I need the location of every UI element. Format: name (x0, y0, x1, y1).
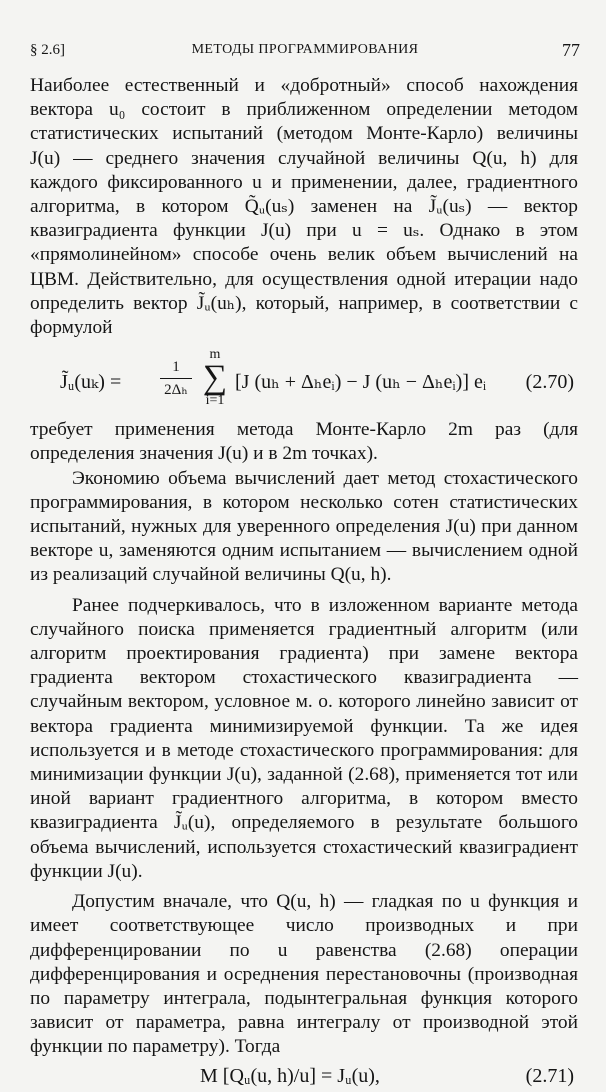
page-number: 77 (562, 40, 580, 60)
equation-2-71 (30, 1064, 578, 1092)
fraction-denominator: 2Δₕ (164, 382, 188, 399)
paragraph-3: Экономию объема вычислений дает метод стохастического программирования, в котором несколько сотен статистических испытаний, нужных для уверенного определения J(u) при данном векторе u, заменяются одним испытанием — вычислением одной из реализаций случайной величины Q(u, h). (30, 467, 578, 586)
paragraph-4: Ранее подчеркивалось, что в изложенном варианте метода случайного поиска применяется градиентный алгоритм (или алгоритм проектирования градиента) при замене вектора градиента вектором стохастического квазиградиента — случайным вектором, условное м. о. которого линейно зависит от вектора градиента минимизируемой функции. Та же идея используется и в методе стохастического программирования: для минимизации функции J(u), заданной (2.68), применяется тот или иной вариант градиентного алгоритма, в котором вместо квазиградиента J̃ᵤ(u), определяемого в результате большого объема вычислений, используется стохастический квазиградиент функции J(u). (30, 594, 578, 882)
running-header (30, 40, 580, 64)
summation (200, 348, 230, 408)
section-label: § 2.6] (30, 42, 65, 58)
equation-rhs: [J (uₕ + Δₕeᵢ) − J (uₕ − Δₕeᵢ)] eᵢ (235, 371, 487, 394)
equation-number: (2.71) (525, 1064, 574, 1087)
sum-lower-limit: i=1 (205, 393, 225, 409)
equation-2-70 (30, 347, 578, 410)
equation-lhs: J̃ᵤ(uₖ) = (60, 371, 122, 394)
sum-upper-limit: m (209, 347, 221, 363)
paragraph-2: требует применения метода Монте-Карло 2m раз (для определения значения J(u) и в 2m точках). (30, 419, 578, 465)
sum-sign: ∑ (202, 359, 228, 397)
equation-number: (2.70) (525, 371, 574, 394)
equation-expression: M [Qᵤ(u, h)/u] = Jᵤ(u), (200, 1064, 380, 1087)
paragraph-5: Допустим вначале, что Q(u, h) — гладкая по u функция и имеет соответствующее число производных и при дифференцировании по u равенства (2.68) операции дифференцирования и осреднения перестановочны (производная по параметру интеграла, подынтегральная функция которого зависит от параметра, равна интегралу от производной этой функции по параметру). Тогда (30, 891, 578, 1058)
paragraph-1: Наиболее естественный и «добротный» способ нахождения вектора u₀ состоит в приближенном определении методом статистических испытаний (методом Монте-Карло) величины J(u) — среднего значения случайной величины Q(u, h) для каждого фиксированного u и применении, далее, градиентного алгоритма, в котором Q̃ᵤ(uₛ) заменен на J̃ᵤ(uₛ) — вектор квазиградиента функции J(u) при u = uₛ. Однако в этом «прямолинейном» способе очень велик объем вычислений на ЦВМ. Действительно, для осуществления одной итерации надо определить вектор J̃ᵤ(uₕ), который, например, в соответствии с формулой (30, 75, 578, 339)
fraction-numerator: 1 (172, 359, 180, 376)
chapter-title: МЕТОДЫ ПРОГРАММИРОВАНИЯ (191, 42, 419, 57)
page-body (30, 74, 578, 1092)
fraction-bar (160, 378, 192, 379)
equation-fraction (160, 358, 192, 399)
